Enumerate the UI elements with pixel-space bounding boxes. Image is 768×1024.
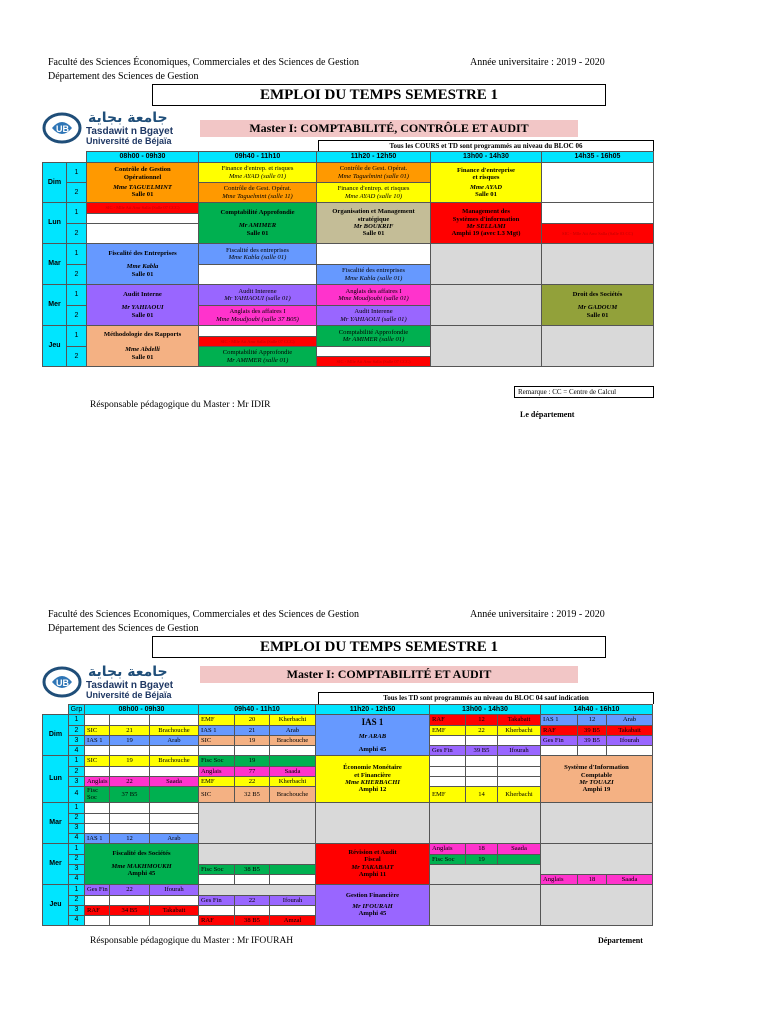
group-label: 1	[67, 203, 87, 224]
td-cell: Finance d'entrep. et risques Mme AYAD (salle 10)	[317, 183, 431, 203]
td-teacher: Saada	[607, 874, 653, 884]
td-teacher: Kherbachi	[498, 726, 541, 736]
td-teacher: Brachouche	[150, 756, 199, 767]
day-label: Dim	[43, 163, 67, 203]
td-cell: Anglais	[199, 767, 235, 777]
group-label: 2	[69, 726, 85, 736]
td-room: 12	[110, 833, 150, 843]
time-slot-header: 08h00 - 09h30	[85, 705, 199, 715]
td-room: 22	[235, 895, 270, 905]
timetable-master-cca	[42, 151, 654, 367]
day-label: Mer	[43, 285, 67, 326]
td-room: 39 B5	[578, 726, 607, 736]
academic-year: Année universitaire : 2019 - 2020	[470, 57, 605, 68]
group-label: 3	[69, 736, 85, 746]
group-label: 3	[69, 864, 85, 874]
group-label: 1	[67, 244, 87, 265]
master-program-title: Master I: COMPTABILITÉ ET AUDIT	[200, 666, 578, 683]
course-cell: IAS 1 Mr ARAB Amphi 45	[316, 715, 430, 756]
td-cell: Fiscalité des entreprises Mme Kabla (salle 01)	[317, 265, 431, 285]
td-room: 32 B5	[235, 787, 270, 803]
td-room: 38 B5	[235, 915, 270, 925]
day-label: Mar	[43, 802, 69, 843]
course-cell: Fiscalité des Entreprises Mme Kabla Salle 01	[87, 244, 199, 285]
svg-text:UB: UB	[56, 678, 69, 688]
university-logo	[42, 112, 192, 148]
group-label: 2	[69, 854, 85, 864]
group-label: 2	[67, 183, 87, 203]
td-teacher: Amzal	[270, 915, 316, 925]
td-cell: Comptabilité Approfondie Mr AMIMER (salle 01)	[317, 326, 431, 347]
td-teacher: Arab	[270, 726, 316, 736]
td-teacher: Saada	[150, 777, 199, 787]
group-label: 1	[69, 802, 85, 813]
td-cell: Audit Interene Mr YAHIAOUI (salle 01)	[199, 285, 317, 306]
td-cell: IAS 1	[199, 726, 235, 736]
department-name: Département des Sciences de Gestion	[48, 71, 199, 82]
logo-arabic-text: جامعة بجاية	[88, 664, 168, 680]
td-teacher: Brachouche	[270, 787, 316, 803]
td-cell: Fisc Soc	[199, 756, 235, 767]
td-cell: Contrôle de Gest. Opérat. Mme Taguelmint (salle 11)	[199, 183, 317, 203]
td-cell: Fisc Soc	[430, 854, 466, 864]
program-supervisor: Résponsable pédagogique du Master : Mr IDIR	[90, 400, 271, 410]
day-label: Mar	[43, 244, 67, 285]
td-cell: SIC	[199, 787, 235, 803]
group-label: 1	[69, 756, 85, 767]
time-slot-header: 09h40 - 11h10	[199, 705, 316, 715]
td-teacher: Takabait	[498, 715, 541, 726]
course-cell: Contrôle de Gestion Opérationnel Mme TAGUELMINT Salle 01	[87, 163, 199, 203]
td-cell: Fisc Soc	[85, 787, 110, 803]
group-label: 1	[67, 326, 87, 347]
td-teacher: Arab	[607, 715, 653, 726]
time-slot-header: 11h20 - 12h50	[316, 705, 430, 715]
td-cell: RAF	[541, 726, 578, 736]
td-room: 19	[466, 854, 498, 864]
group-label: 3	[69, 823, 85, 833]
academic-year: Année universitaire : 2019 - 2020	[470, 609, 605, 620]
department-signature: Département	[598, 936, 643, 945]
group-label: 2	[69, 767, 85, 777]
group-label: 1	[67, 163, 87, 183]
group-label: 1	[69, 715, 85, 726]
group-label: 2	[69, 895, 85, 905]
course-cell: Économie Monétaire et Financière Mme KHERBACHI Amphi 12	[316, 756, 430, 803]
td-teacher: Ifourah	[607, 736, 653, 746]
group-label: 4	[69, 915, 85, 925]
td-teacher: Ifourah	[150, 884, 199, 895]
group-label: 1	[67, 285, 87, 306]
page-title: EMPLOI DU TEMPS SEMESTRE 1	[152, 84, 606, 106]
schedule-page-1	[40, 54, 730, 419]
course-cell: Révision et Audit Fiscal Mr TAKABAIT Amphi 11	[316, 843, 430, 884]
svg-text:UB: UB	[56, 124, 69, 134]
td-cell: IAS 1	[541, 715, 578, 726]
td-cell: RAF	[199, 915, 235, 925]
course-cell: Fiscalité des Sociétés Mme MAKHMOUKH Amphi 45	[85, 843, 199, 884]
td-teacher: Ifourah	[498, 746, 541, 756]
td-cell: Anglais	[430, 843, 466, 854]
group-label: 4	[69, 874, 85, 884]
td-cell: Anglais des affaires I Mme Moudjoubi (salle 37 B05)	[199, 306, 317, 326]
faculty-name: Faculté des Sciences Économiques, Commerciales et des Sciences de Gestion	[48, 57, 360, 68]
td-room: 19	[235, 736, 270, 746]
td-room: 34 B5	[110, 905, 150, 915]
time-slot-header: 13h00 - 14h30	[430, 705, 541, 715]
td-room: 22	[110, 777, 150, 787]
td-room: 12	[578, 715, 607, 726]
td-teacher: Ifourah	[270, 895, 316, 905]
day-label: Jeu	[43, 326, 67, 367]
td-room: 19	[110, 756, 150, 767]
logo-arabic-text: جامعة بجاية	[88, 110, 168, 126]
department-signature: Le département	[520, 410, 575, 419]
td-cell: Anglais	[85, 777, 110, 787]
td-cell: IAS 1	[85, 736, 110, 746]
course-cell: Finance d'entreprise et risques Mme AYAD Salle 01	[431, 163, 542, 203]
td-teacher: Arab	[150, 736, 199, 746]
remark-box: Remarque : CC = Centre de Calcul	[514, 386, 654, 398]
group-label: 3	[69, 905, 85, 915]
group-label: 2	[67, 306, 87, 326]
td-room: 12	[466, 715, 498, 726]
td-cell: Comptabilité Approfondie Mr AMIMER (salle 01)	[199, 347, 317, 367]
time-slot-header: 09h40 - 11h10	[199, 152, 317, 163]
day-label: Dim	[43, 715, 69, 756]
td-cell: SIC - Mlle Ait Amr Salla (Salle 07 CCC)	[317, 357, 431, 367]
td-room: 18	[578, 874, 607, 884]
td-room: 22	[235, 777, 270, 787]
td-cell: Anglais	[541, 874, 578, 884]
group-label: 2	[69, 813, 85, 823]
td-cell: SIC - Mlle Ait Amr Salla (Salle 07 CCC)	[199, 337, 317, 347]
td-cell: EMF	[199, 777, 235, 787]
td-room: 38 B5	[235, 864, 270, 874]
faculty-name: Faculté des Sciences Economiques, Commerciales et des Sciences de Gestion	[48, 609, 360, 620]
td-cell: RAF	[430, 715, 466, 726]
td-room: 19	[110, 736, 150, 746]
td-room: 18	[466, 843, 498, 854]
day-label: Lun	[43, 203, 67, 244]
timetable-master-ca	[42, 704, 653, 926]
td-cell: Ges Fin	[199, 895, 235, 905]
td-cell: EMF	[430, 726, 466, 736]
td-cell: SIC - Mlle Ait Amr Salla (Salle 03 CC)	[542, 224, 654, 244]
td-teacher: Brachouche	[270, 736, 316, 746]
group-label: 2	[67, 347, 87, 367]
td-teacher: Saada	[270, 767, 316, 777]
td-teacher: Kherbachi	[270, 777, 316, 787]
time-slot-header: 11h20 - 12h50	[317, 152, 431, 163]
td-room: 14	[466, 787, 498, 803]
td-cell: Fisc Soc	[199, 864, 235, 874]
group-header: Grp	[69, 705, 85, 715]
td-cell: RAF	[85, 905, 110, 915]
department-name: Département des Sciences de Gestion	[48, 623, 199, 634]
time-slot-header: 14h35 - 16h05	[542, 152, 654, 163]
logo-line-1: Tasdawit n Bgayet	[86, 680, 174, 691]
td-room: 22	[110, 884, 150, 895]
master-program-title: Master I: COMPTABILITÉ, CONTRÔLE ET AUDIT	[200, 120, 578, 137]
td-teacher: Saada	[498, 843, 541, 854]
page-title: EMPLOI DU TEMPS SEMESTRE 1	[152, 636, 606, 658]
course-cell: Comptabilité Approfondie Mr AMIMER Salle 01	[199, 203, 317, 244]
location-note: Tous les COURS et TD sont programmés au niveau du BLOC 06	[318, 140, 654, 151]
td-cell: Ges Fin	[430, 746, 466, 756]
td-cell: Finance d'entrep. et risques Mme AYAD (salle 01)	[199, 163, 317, 183]
group-label: 3	[69, 777, 85, 787]
university-logo	[42, 666, 192, 702]
logo-emblem-icon	[42, 666, 82, 698]
td-cell: Audit Interene Mr YAHIAOUI (salle 01)	[317, 306, 431, 326]
td-room: 22	[466, 726, 498, 736]
td-teacher: Takabait	[150, 905, 199, 915]
td-room: 77	[235, 767, 270, 777]
page-header	[40, 606, 730, 636]
program-supervisor: Résponsable pédagogique du Master : Mr IFOURAH	[90, 936, 294, 946]
td-cell: SIC	[199, 736, 235, 746]
logo-line-1: Tasdawit n Bgayet	[86, 126, 174, 137]
td-room: 20	[235, 715, 270, 726]
group-label: 2	[67, 224, 87, 244]
td-room: 19	[235, 756, 270, 767]
td-teacher: Arab	[150, 833, 199, 843]
time-slot-header: 08h00 - 09h30	[87, 152, 199, 163]
group-label: 2	[67, 265, 87, 285]
page-header	[40, 54, 730, 84]
td-cell: SIC - Mlle Ait Amr Salla (Salle 07 CCC)	[87, 203, 199, 214]
td-cell: Anglais des affaires I Mme Moudjoubi (salle 01)	[317, 285, 431, 306]
td-cell: Ges Fin	[541, 736, 578, 746]
group-label: 4	[69, 833, 85, 843]
course-cell: Gestion Financière Mr IFOURAH Amphi 45	[316, 884, 430, 925]
td-room: 21	[235, 726, 270, 736]
schedule-page-2	[40, 606, 730, 946]
td-room: 37 B5	[110, 787, 150, 803]
day-label: Jeu	[43, 884, 69, 925]
td-cell: Ges Fin	[85, 884, 110, 895]
group-label: 1	[69, 843, 85, 854]
td-cell: SIC	[85, 726, 110, 736]
time-slot-header: 13h00 - 14h30	[431, 152, 542, 163]
course-cell: Management des Systèmes d'information Mr SELLAMI Amphi 19 (avec L3 Mgt)	[431, 203, 542, 244]
td-teacher: Kherbachi	[498, 787, 541, 803]
logo-emblem-icon	[42, 112, 82, 144]
td-cell: IAS 1	[85, 833, 110, 843]
td-teacher: Kherbachi	[270, 715, 316, 726]
day-label: Mer	[43, 843, 69, 884]
course-cell: Droit des Sociétés Mr GADOUM Salle 01	[542, 285, 654, 326]
group-label: 4	[69, 746, 85, 756]
td-room: 39 B5	[466, 746, 498, 756]
td-cell: EMF	[199, 715, 235, 726]
day-label: Lun	[43, 756, 69, 803]
td-cell: EMF	[430, 787, 466, 803]
course-cell: Système d'Information Comptable Mr TOUAZI Amphi 19	[541, 756, 653, 803]
td-teacher: Brachouche	[150, 726, 199, 736]
time-slot-header: 14h40 - 16h10	[541, 705, 653, 715]
td-teacher: Takabait	[607, 726, 653, 736]
group-label: 1	[69, 884, 85, 895]
location-note: Tous les TD sont programmés au niveau du BLOC 04 sauf indication	[318, 692, 654, 704]
group-label: 4	[69, 787, 85, 803]
logo-line-2: Université de Béjaïa	[86, 690, 172, 700]
course-cell: Méthodologie des Rapports Mme Abdelli Salle 01	[87, 326, 199, 367]
td-cell: SIC	[85, 756, 110, 767]
td-cell: Fiscalité des entreprises Mme Kabla (salle 01)	[199, 244, 317, 265]
course-cell: Audit Interne Mr YAHIAOUI Salle 01	[87, 285, 199, 326]
td-room: 21	[110, 726, 150, 736]
td-room: 39 B5	[578, 736, 607, 746]
td-cell: Contrôle de Gest. Opérat. Mme Taguelmint (salle 01)	[317, 163, 431, 183]
logo-line-2: Université de Béjaïa	[86, 136, 172, 146]
course-cell: Organisation et Management stratégique Mr BOUKRIF Salle 01	[317, 203, 431, 244]
